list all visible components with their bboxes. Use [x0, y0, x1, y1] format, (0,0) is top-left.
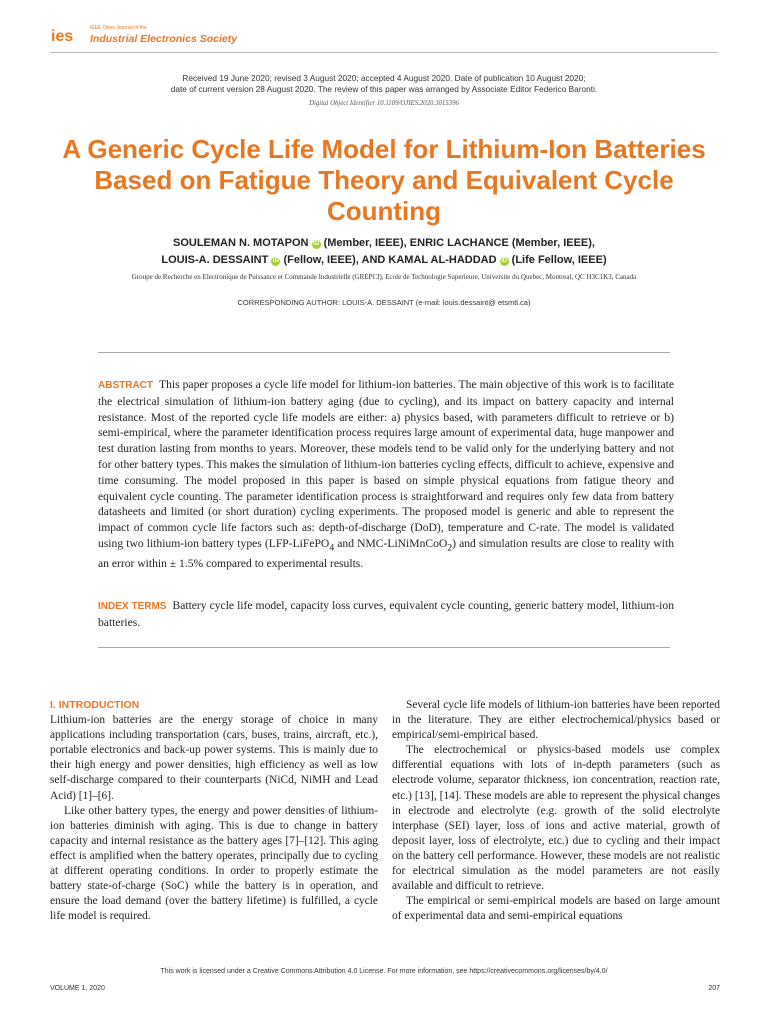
- author-role: (Life Fellow, IEEE): [511, 254, 607, 266]
- author-role: (Member, IEEE),: [323, 237, 407, 249]
- author-list: [70, 235, 698, 269]
- author-name: SOULEMAN N. MOTAPON: [173, 237, 309, 249]
- header-divider: [50, 52, 718, 53]
- right-column: [392, 698, 720, 924]
- abstract-bottom-divider: [98, 647, 670, 648]
- volume-label: VOLUME 1, 2020: [50, 985, 105, 992]
- author-name: KAMAL AL-HADDAD: [388, 254, 497, 266]
- index-terms-label: INDEX TERMS: [98, 601, 167, 612]
- abstract-text: and NMC-LiNiMnCoO: [334, 536, 448, 550]
- author-name: LOUIS-A. DESSAINT: [161, 254, 269, 266]
- abstract-text: This paper proposes a cycle life model for lithium-ion batteries. The main objective of this work is to facilitate the electrical simulation of lithium-ion battery aging (due to cycling), and its impact on battery capacity and internal resistance. Most of the reported cycle life models are either: a) physics based, with parameters difficult to retrieve or b) semi-empirical, where the parameter identification process requires large amount of experimental data, huge manpower and test duration lasting from months to years. Moreover, these models tend to be valid only for the underlying battery and not for other battery types. This makes the simulation of lithium-ion batteries cycling effects, difficult to achieve, expensive and time consuming. The model proposed in this paper is based on simple physical equations from fatigue theory and equivalent cycle counting. The parameter identification process is straightforward and requires only few data from battery datasheets and limited (or short duration) cycling experiments. The proposed model is generic and able to represent the impact of common cycle life factors such as: depth-of-discharge (DoD), temperature and C-rate. The model is validated using two lithium-ion battery types (LFP-LiFePO: [98, 378, 674, 550]
- index-terms: [98, 598, 674, 631]
- orcid-icon[interactable]: iD: [501, 258, 508, 264]
- dates-line-2: date of current version 28 August 2020. The review of this paper was arranged by Associate Editor Federico Baronti.: [170, 84, 598, 94]
- paragraph: The empirical or semi-empirical models are based on large amount of experimental data and semi-empirical equations: [392, 895, 720, 923]
- abstract-label: ABSTRACT: [98, 380, 153, 391]
- paragraph: Several cycle life models of lithium-ion batteries have been reported in the literature. They are either electrochemical/physics based or empirical/semi-empirical based.: [392, 699, 720, 742]
- author-name: ENRIC LACHANCE (Member, IEEE),: [409, 237, 595, 249]
- paper-title: A Generic Cycle Life Model for Lithium-Ion Batteries Based on Fatigue Theory and Equivalent Cycle Counting: [62, 134, 706, 226]
- subscript: 2: [447, 542, 453, 554]
- left-column: [50, 698, 378, 924]
- journal-name: Industrial Electronics Society: [90, 33, 238, 45]
- doi: Digital Object Identifier 10.1109/OJIES.2020.3015396: [309, 100, 459, 107]
- author-role: (Fellow, IEEE), AND: [283, 254, 386, 266]
- abstract-text: ) and simulation results are close to reality with an error within ± 1.5% compared to experimental results.: [98, 536, 675, 571]
- section-heading: I. INTRODUCTION: [50, 699, 140, 711]
- journal-prefix: IEEE Open Journal of the: [90, 25, 147, 31]
- abstract-top-divider: [98, 352, 670, 353]
- abstract: [98, 377, 674, 572]
- affiliation: Groupe de Recherche en Electronique de Puissance et Commande Industrielle (GREPCI), Ecole de Technologie Superieure, Universite du Quebec, Montreal, QC H3C1K3, Canada: [131, 273, 637, 281]
- license-notice: This work is licensed under a Creative Commons Attribution 4.0 License. For more information, see https://creativecommons.org/licenses/by/4.0/: [160, 968, 608, 975]
- index-terms-text: Battery cycle life model, capacity loss curves, equivalent cycle counting, generic battery model, lithium-ion batteries.: [98, 599, 674, 629]
- logo-text: ies: [51, 28, 74, 45]
- ies-logo: [50, 24, 86, 46]
- corresponding-author: CORRESPONDING AUTHOR: LOUIS-A. DESSAINT (e-mail: louis.dessaint@ etsmtl.ca): [237, 298, 531, 307]
- orcid-icon[interactable]: iD: [313, 241, 320, 247]
- subscript: 4: [329, 542, 335, 554]
- dates-line-1: Received 19 June 2020; revised 3 August 2020; accepted 4 August 2020. Date of publication 10 August 2020;: [182, 73, 586, 83]
- paragraph: Lithium-ion batteries are the energy storage of choice in many applications including transportation (cars, buses, trains, aircraft, etc.), portable electronics and back-up power systems. This is mainly due to their high energy and power densities, high efficiency as well as low self-discharge compared to their counterparts (NiCd, NiMH and Lead Acid) [1]–[6].: [50, 714, 378, 802]
- orcid-icon[interactable]: iD: [272, 258, 279, 264]
- publication-dates: [110, 73, 658, 95]
- page-number: 207: [708, 985, 720, 992]
- paragraph: The electrochemical or physics-based models use complex differential equations with lots of in-depth parameters (such as electrode volume, separator thickness, ion concentration, reaction rate, etc.) [13], [14]. These models are able to represent the physical changes in electrode and electrolyte (e.g. growth of the solid electrolyte interphase (SEI) layer, loss of ions and active material, growth of deposit layer, loss of electrolyte, etc.) due to cycling and their impact on the battery cell performance. However, these models are not realistic for electrical simulation as the model parameters are not easily available and difficult to retrieve.: [392, 744, 720, 893]
- paragraph: Like other battery types, the energy and power densities of lithium-ion batteries diminish with aging. This is due to change in battery capacity and internal resistance as the battery ages [7]–[12]. This aging effect is amplified when the battery operates, principally due to cycling at different operating conditions. In order to properly estimate the battery state-of-charge (SoC) while the battery is in operation, and ensure the load demand (over the battery lifetime) is fulfilled, a cycle life model is required.: [50, 804, 378, 923]
